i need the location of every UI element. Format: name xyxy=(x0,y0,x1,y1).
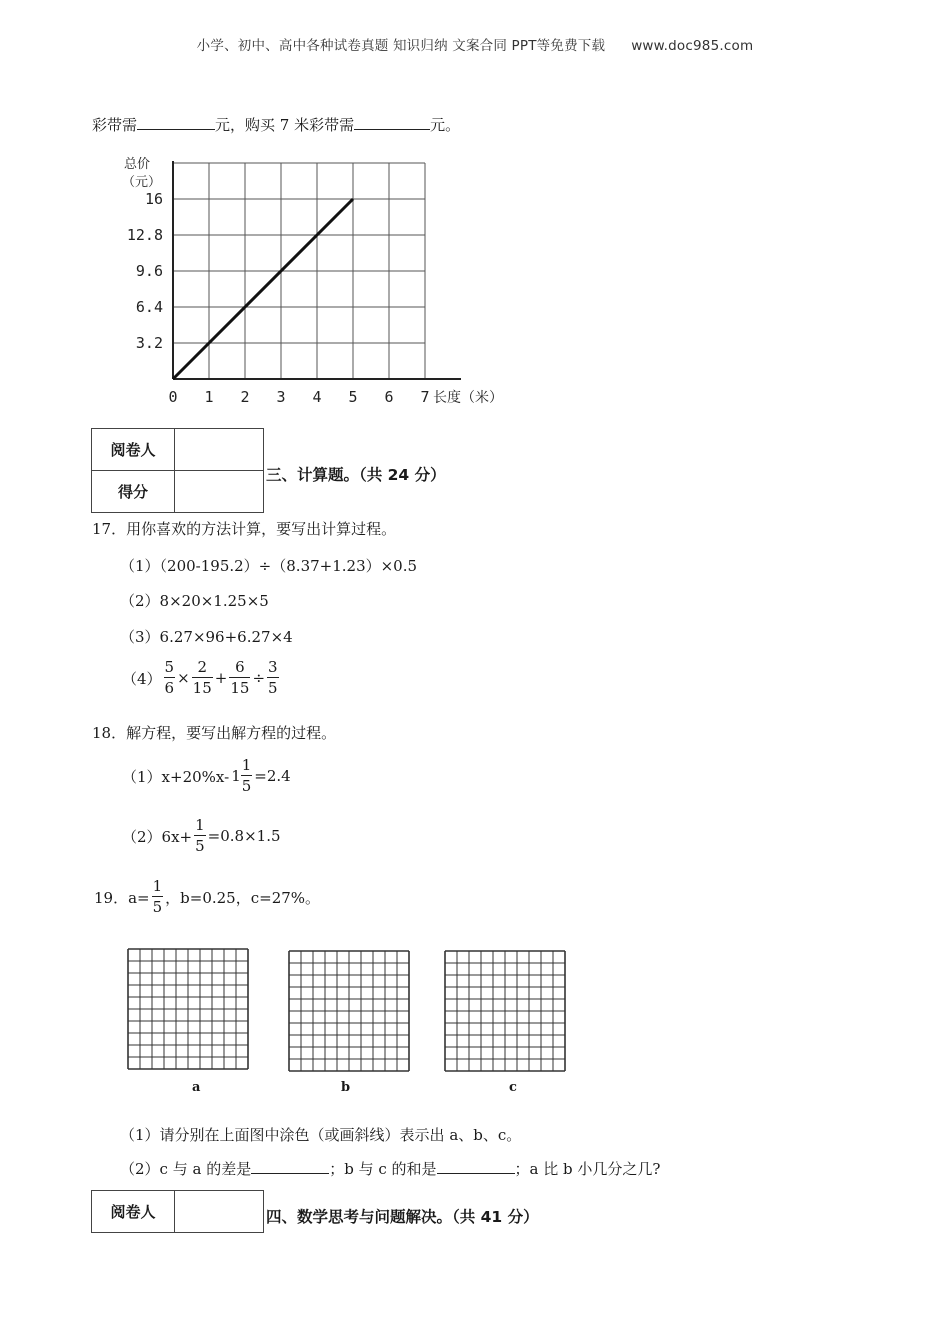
numerator: 3 xyxy=(268,658,278,676)
x-tick-label: 2 xyxy=(240,388,250,406)
q19-sub-2 xyxy=(120,1158,660,1179)
y-tick-label: 3.2 xyxy=(135,334,163,352)
mixed-whole: 1 xyxy=(231,767,241,785)
denominator: 15 xyxy=(192,679,212,697)
grid-label-c: c xyxy=(509,1080,517,1095)
denominator: 5 xyxy=(241,777,252,795)
q19-sub2-text-1: （2）c 与 a 的差是 xyxy=(120,1160,252,1178)
hundred-grid-b[interactable] xyxy=(288,950,410,1072)
x-tick-label: 0 xyxy=(168,388,178,406)
denominator: 15 xyxy=(230,679,250,697)
header-site: www.doc985.com xyxy=(631,38,754,54)
numerator: 5 xyxy=(164,658,175,676)
operator: + xyxy=(214,669,228,687)
score-box-1 xyxy=(91,428,264,513)
x-tick-label: 7 xyxy=(420,388,430,406)
x-tick-label: 4 xyxy=(312,388,322,406)
q16-text-2: 元，购买 7 米彩带需 xyxy=(215,116,355,134)
grid-label-a: a xyxy=(192,1080,201,1095)
q19-blank-2[interactable] xyxy=(437,1159,515,1174)
series-line xyxy=(173,199,353,379)
equation-prefix: （2）6x+ xyxy=(122,827,193,846)
y-tick-label: 6.4 xyxy=(135,298,163,316)
denominator: 5 xyxy=(152,898,163,916)
denominator: 6 xyxy=(164,679,175,697)
section-3-title: 三、计算题。（共 24 分） xyxy=(266,466,446,484)
fraction xyxy=(164,660,176,696)
operator: ÷ xyxy=(252,669,266,687)
equation-suffix: =2.4 xyxy=(254,767,291,785)
score-label: 得分 xyxy=(92,471,175,513)
q18-item-1 xyxy=(120,758,293,794)
header-text: 小学、初中、高中各种试卷真题 知识归纳 文案合同 PPT等免费下载 xyxy=(196,38,606,54)
q19-sub2-text-2: ；b 与 c 的和是 xyxy=(329,1160,437,1178)
q19-stem xyxy=(92,879,322,915)
y-tick-label: 9.6 xyxy=(135,262,163,280)
x-axis-label: 长度（米） xyxy=(433,390,503,406)
numerator: 6 xyxy=(229,660,250,678)
q16-blank-1[interactable] xyxy=(137,115,215,130)
score-cell[interactable] xyxy=(175,471,264,513)
score-box-2 xyxy=(91,1190,264,1233)
operator: × xyxy=(177,669,190,687)
fraction xyxy=(152,879,164,915)
page-header xyxy=(0,34,950,54)
q18-stem: 18．解方程，要写出解方程的过程。 xyxy=(92,724,337,742)
denominator: 5 xyxy=(195,837,205,855)
q17-stem: 17．用你喜欢的方法计算，要写出计算过程。 xyxy=(92,520,397,538)
x-tick-label: 5 xyxy=(348,388,358,406)
x-tick-label: 6 xyxy=(384,388,394,406)
fraction xyxy=(192,660,213,696)
q16-text-3: 元。 xyxy=(430,116,461,134)
numerator: 1 xyxy=(195,816,205,834)
y-tick-label: 16 xyxy=(144,190,163,208)
q17-item-1: （1）（200-195.2）÷（8.37+1.23）×0.5 xyxy=(120,557,418,575)
q18-item-2 xyxy=(120,818,283,854)
reviewer-label: 阅卷人 xyxy=(92,429,175,471)
q16-text-1: 彩带需 xyxy=(92,116,138,134)
grid-label-b: b xyxy=(341,1080,351,1095)
denominator: 5 xyxy=(268,679,278,697)
q19-sub2-text-3: ；a 比 b 小几分之几? xyxy=(514,1160,661,1178)
numerator: 1 xyxy=(241,756,252,774)
x-tick-label: 1 xyxy=(204,388,214,406)
q19-blank-1[interactable] xyxy=(251,1159,329,1174)
q17-item-4 xyxy=(120,660,279,696)
q19-sub-1: （1）请分别在上面图中涂色（或画斜线）表示出 a、b、c。 xyxy=(120,1126,522,1144)
q16-blank-2[interactable] xyxy=(354,115,430,130)
numerator: 1 xyxy=(152,877,163,895)
numerator: 2 xyxy=(192,660,213,678)
fraction xyxy=(267,660,279,696)
q17-item-4-prefix: （4） xyxy=(122,669,162,688)
q19-prefix: 19．a= xyxy=(94,888,150,907)
fraction xyxy=(229,660,250,696)
reviewer-label: 阅卷人 xyxy=(92,1191,175,1233)
hundred-grid-a[interactable] xyxy=(127,948,249,1070)
price-length-chart xyxy=(110,150,510,412)
y-tick-label: 12.8 xyxy=(126,226,163,244)
equation-prefix: （1）x+20%x- xyxy=(122,767,230,786)
y-axis-label: 总价 xyxy=(124,157,151,172)
q19-suffix: ，b=0.25，c=27%。 xyxy=(165,888,321,907)
reviewer-cell[interactable] xyxy=(175,429,264,471)
q16-tail-line xyxy=(92,114,460,135)
q17-item-2: （2）8×20×1.25×5 xyxy=(120,592,269,610)
reviewer-cell[interactable] xyxy=(175,1191,264,1233)
q17-item-3: （3）6.27×96+6.27×4 xyxy=(120,628,293,646)
hundred-grid-c[interactable] xyxy=(444,950,566,1072)
x-tick-label: 3 xyxy=(276,388,286,406)
section-4-title: 四、数学思考与问题解决。（共 41 分） xyxy=(266,1208,539,1226)
equation-suffix: =0.8×1.5 xyxy=(207,827,281,845)
fraction xyxy=(194,818,206,854)
y-axis-unit: （元） xyxy=(122,175,162,190)
fraction xyxy=(241,758,253,794)
